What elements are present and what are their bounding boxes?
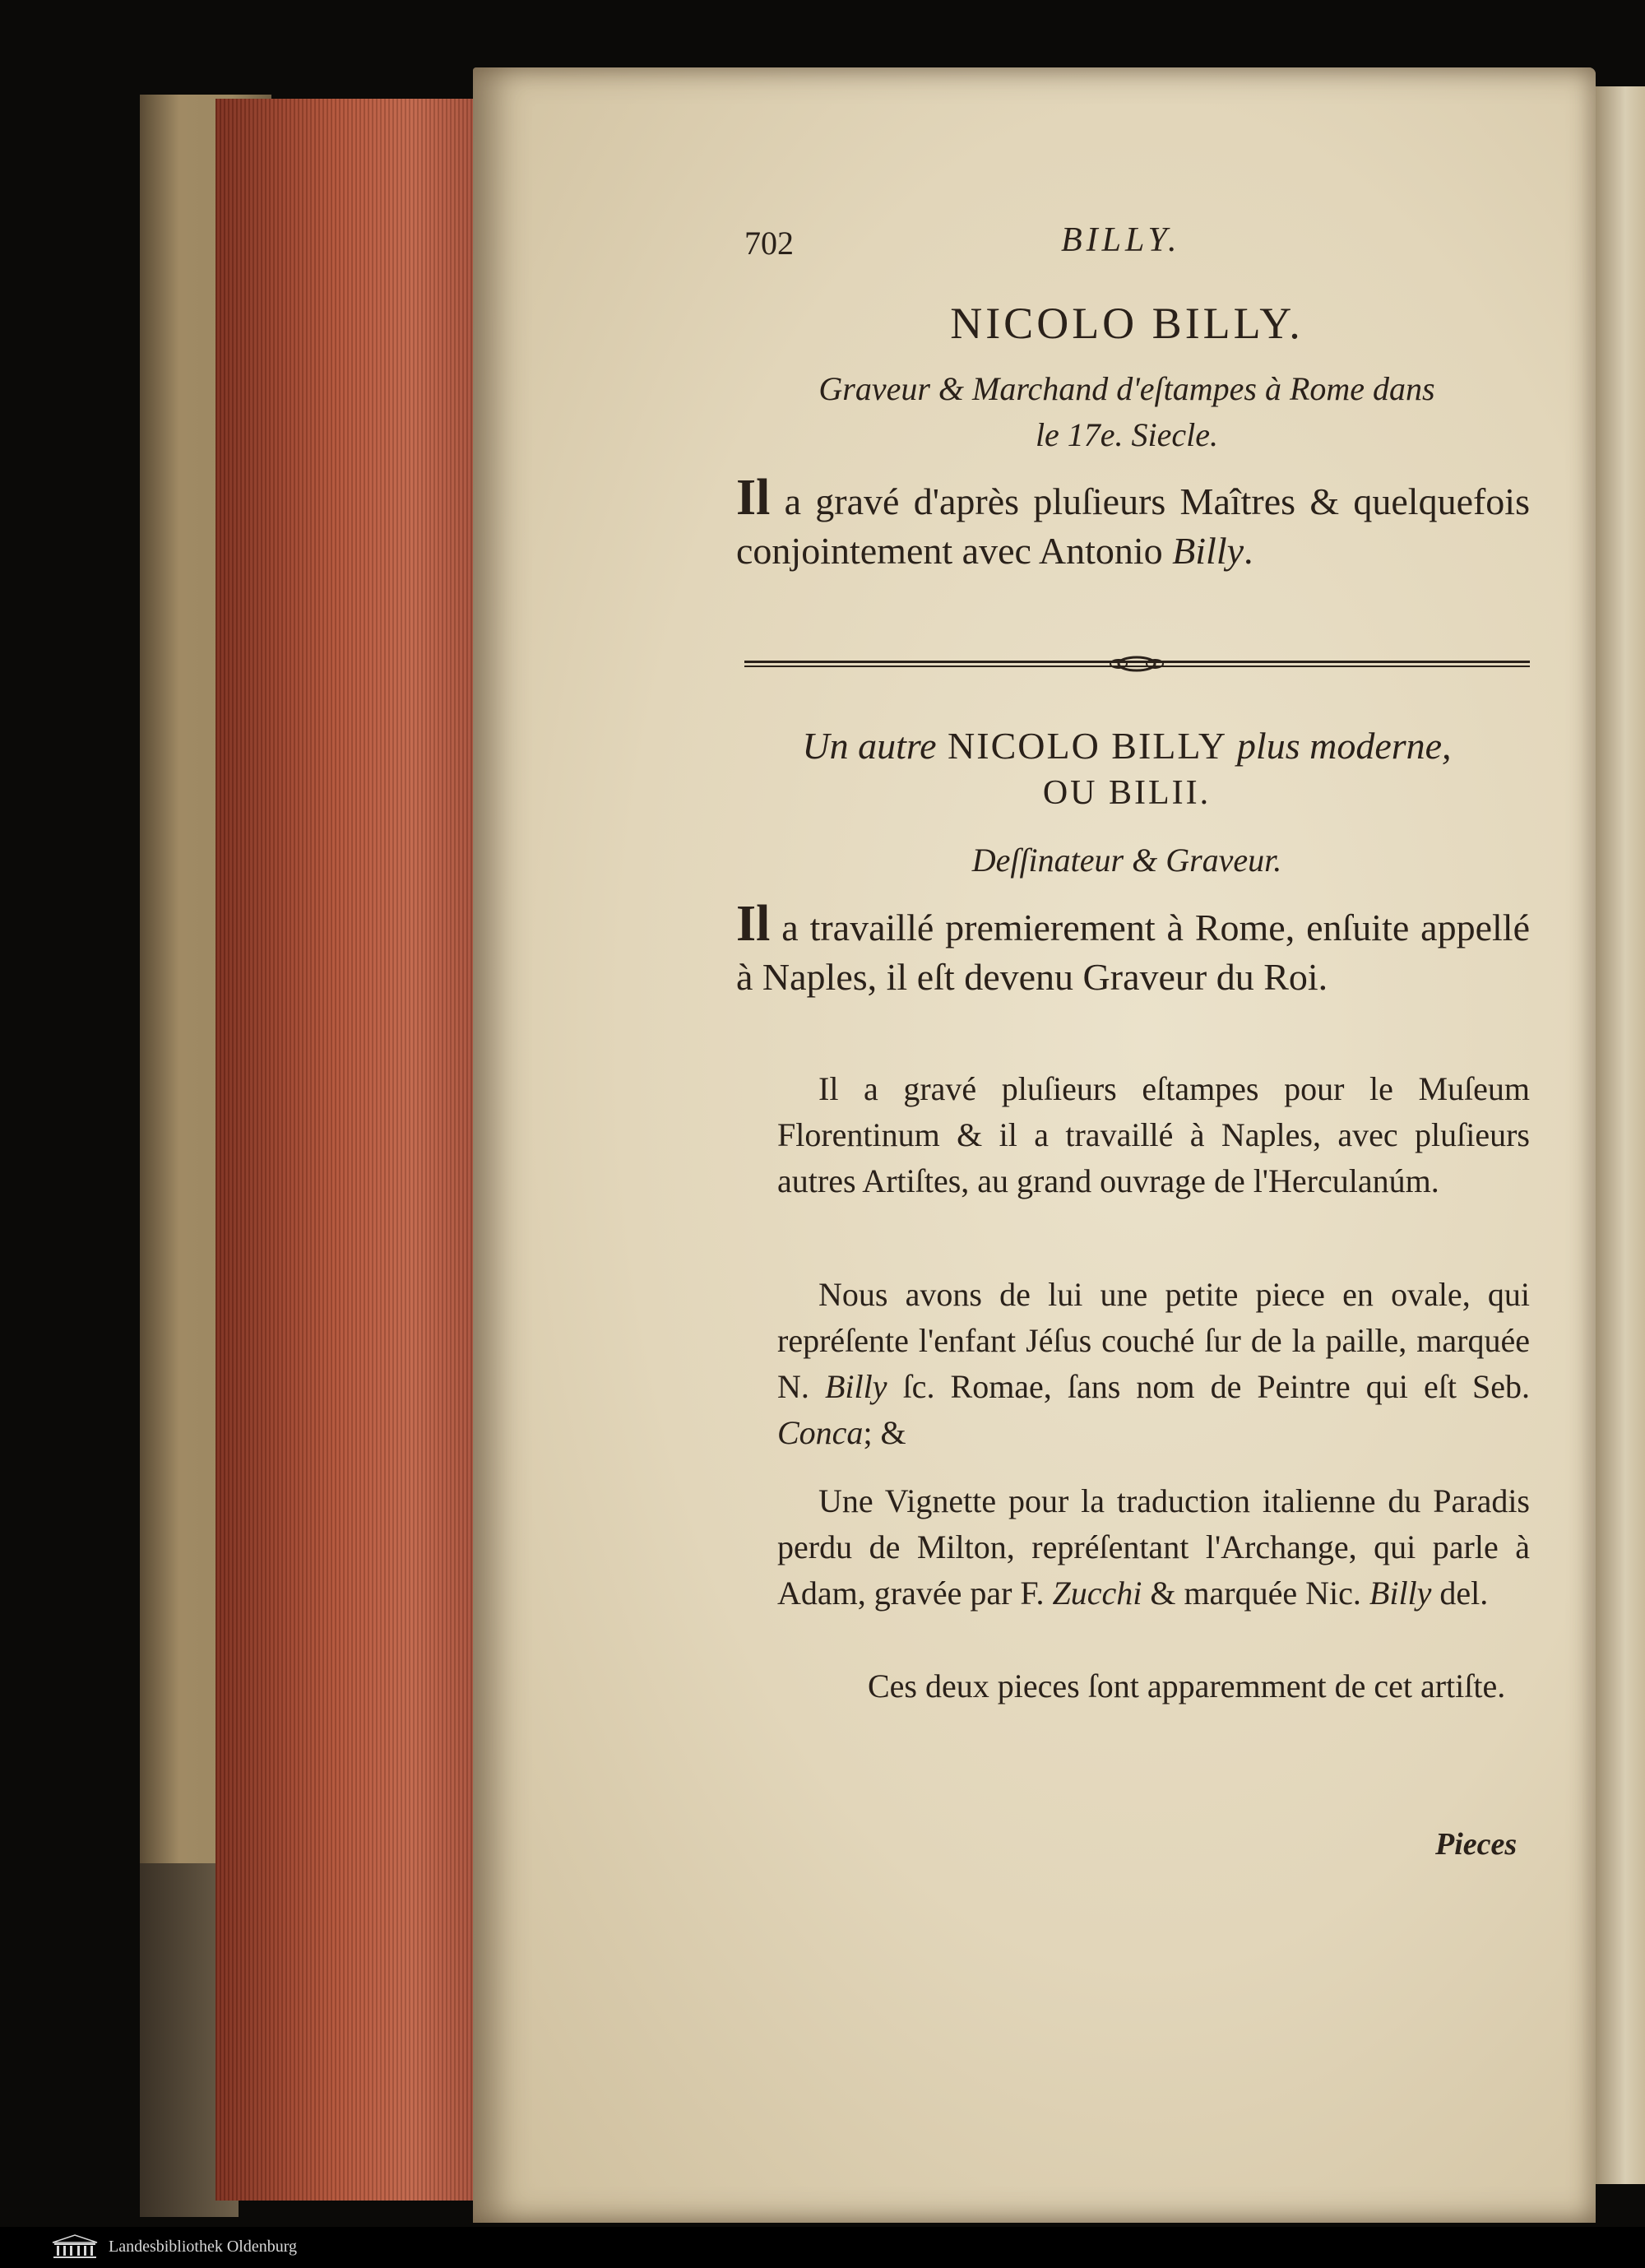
entry2-paragraph-4: Ces deux pieces ſont apparemment de cet artiſte.: [868, 1667, 1506, 1704]
entry1-text-body: a gravé d'après pluſieurs Maîtres & quelquefois conjointement avec Antonio: [736, 480, 1530, 572]
catchword: Pieces: [1435, 1827, 1518, 1862]
footer-library-name: Landesbibliothek Oldenburg: [109, 2238, 298, 2256]
entry2-title-name: NICOLO BILLY: [936, 725, 1237, 767]
page-number: 702: [744, 225, 794, 262]
facing-page-edge: [1596, 86, 1645, 2184]
para2-text-c: ; &: [863, 1414, 906, 1451]
entry1-text-italic: Billy: [1172, 530, 1244, 572]
entry2-subtitle: Deſſinateur & Graveur.: [971, 842, 1282, 879]
para2-text-a: Nous avons de lui une petite piece en ovale, qui repréſente l'enfant Jéſus couché ſur de la paille, marquée N.: [777, 1276, 1530, 1405]
running-head: BILLY.: [1061, 221, 1181, 259]
para3-billy: Billy: [1369, 1575, 1432, 1612]
entry2-title-suffix: plus moderne,: [1236, 725, 1452, 767]
ornamental-rule: [744, 656, 1530, 672]
para3-text-c: del.: [1431, 1575, 1489, 1612]
entry2-intro-body: a travaillé premierement à Rome, enſuite appellé à Naples, il eſt devenu Graveur du Roi.: [736, 907, 1530, 998]
entry1-title: NICOLO BILLY.: [950, 299, 1304, 348]
entry1-subtitle: [724, 366, 1530, 458]
entry2-title: [724, 720, 1530, 772]
entry1-subtitle-line2: le 17e. Siecle.: [1035, 416, 1219, 453]
entry2-initial: Il: [736, 896, 771, 952]
page-block-edge: [215, 99, 477, 2201]
para2-conca: Conca: [777, 1414, 864, 1451]
entry2-title-prefix: Un autre: [802, 725, 937, 767]
entry2-intro: [736, 896, 1530, 1002]
entry1-initial: Il: [736, 470, 771, 526]
entry2-paragraph-1: Il a gravé pluſieurs eſtampes pour le Muſeum Florentinum & il a travaillé à Naples, avec pluſieurs autres Artiſtes, au grand ouvrage de l'Herculanúm.: [777, 1070, 1530, 1199]
entry1-text-end: .: [1244, 530, 1253, 572]
para2-text-b: ſc. Romae, ſans nom de Peintre qui eſt Seb.: [887, 1368, 1530, 1405]
entry1-subtitle-line1: Graveur & Marchand d'eſtampes à Rome dans: [818, 370, 1435, 407]
entry2-title-line2: OU BILII.: [1042, 774, 1212, 812]
entry1-text: [736, 470, 1530, 576]
para2-billy: Billy: [824, 1368, 887, 1405]
entry2-paragraph-3: [777, 1478, 1530, 1616]
para3-zucchi: Zucchi: [1052, 1575, 1142, 1612]
library-building-icon: [51, 2234, 99, 2259]
para3-text-a: Une Vignette pour la traduction italienne du Paradis perdu de Milton, repréſentant l'Archange, qui parle à Adam, gravée par F.: [777, 1482, 1530, 1612]
para3-text-b: & marquée Nic.: [1142, 1575, 1369, 1612]
entry2-paragraph-2: [777, 1272, 1530, 1456]
